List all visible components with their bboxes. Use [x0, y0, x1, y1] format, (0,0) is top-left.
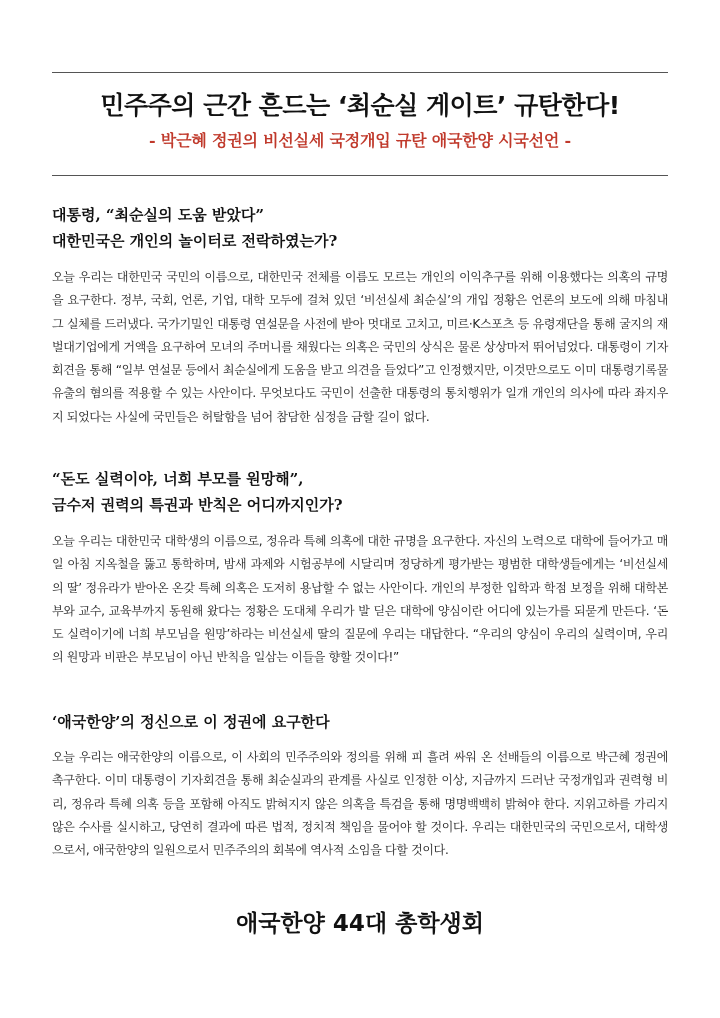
section-1-body: 오늘 우리는 대한민국 국민의 이름으로, 대한민국 전체를 이름도 모르는 개인의 이익추구를 위해 이용했다는 의혹의 규명을 요구한다. 정부, 국회, 언론, 기업, 대학 모두에 걸쳐 있던 ‘비선실세 최순실’의 개입 정황은 언론의 보도에 의해 마침내 그 실체를 드러냈다. 국가기밀인 대통령 연설문을 사전에 받아 멋대로 고치고, 미르·K스포츠 등 유령재단을 통해 굴지의 재벌대기업에게 거액을 요구하여 모녀의 주머니를 채웠다는 의혹은 국민의 상식은 물론 상상마저 뛰어넘었다. 대통령이 기자회견을 통해 “일부 연설문 등에서 최순실에게 도움을 받고 의견을 들었다”고 인정했지만, 이것만으로도 이미 대통령기록물 유출의 혐의를 적용할 수 있는 사안이다. 무엇보다도 국민이 선출한 대통령의 통치행위가 일개 개인의 의사에 따라 좌지우지 되었다는 사실에 국민들은 허탈함을 넘어 참담한 심정을 금할 길이 없다.: [52, 270, 668, 424]
section-heading-line: “돈도 실력이야, 너희 부모를 원망해”,: [52, 470, 304, 488]
section-1-heading: [52, 202, 668, 254]
section-3-body: 오늘 우리는 애국한양의 이름으로, 이 사회의 민주주의와 정의를 위해 피 흘려 싸워 온 선배들의 이름으로 박근혜 정권에 촉구한다. 이미 대통령이 기자회견을 통해 최순실과의 관계를 사실로 인정한 이상, 지금까지 드러난 국정개입과 권력형 비리, 정유라 특혜 의혹 등을 포함해 아직도 밝혀지지 않은 의혹을 특검을 통해 명명백백히 밝혀야 한다. 지위고하를 가리지 않은 수사를 실시하고, 당연히 결과에 따른 법적, 정치적 책임을 물어야 할 것이다. 우리는 대한민국의 국민으로서, 대학생으로서, 애국한양의 일원으로서 민주주의의 회복에 역사적 소임을 다할 것이다.: [52, 750, 668, 858]
signature: 애국한양 44대 총학생회: [236, 911, 484, 937]
header-divider: [52, 175, 668, 176]
document-title: 민주주의 근간 흔드는 ‘최순실 게이트’ 규탄한다!: [100, 91, 620, 120]
section-heading-line: 대한민국은 개인의 놀이터로 전락하였는가?: [52, 232, 338, 250]
section-heading-line: 금수저 권력의 특권과 반칙은 어디까지인가?: [52, 496, 343, 514]
section-2-body: 오늘 우리는 대한민국 대학생의 이름으로, 정유라 특혜 의혹에 대한 규명을 요구한다. 자신의 노력으로 대학에 들어가고 매일 아침 지옥철을 뚫고 통학하며, 밤새 과제와 시험공부에 시달리며 정당하게 평가받는 평범한 대학생들에게는 ‘비선실세의 딸’ 정유라가 받아온 온갖 특혜 의혹은 도저히 용납할 수 없는 사안이다. 개인의 부정한 입학과 학점 보정을 위해 대학본부와 교수, 교육부까지 동원해 왔다는 정황은 도대체 우리가 발 딛은 대학에 양심이란 어디에 있는가를 되묻게 만든다. ‘돈도 실력이기에 너희 부모님을 원망’하라는 비선실세 딸의 질문에 우리는 대답한다. “우리의 양심이 우리의 실력이며, 우리의 원망과 비판은 부모님이 아닌 반칙을 일삼는 이들을 향할 것이다!”: [52, 534, 668, 665]
document-subtitle: - 박근혜 정권의 비선실세 국정개입 규탄 애국한양 시국선언 -: [149, 131, 571, 150]
section-3-heading: [52, 709, 668, 735]
top-divider: [52, 72, 668, 73]
section-heading-line: ‘애국한양’의 정신으로 이 정권에 요구한다: [52, 713, 330, 731]
section-heading-line: 대통령, “최순실의 도움 받았다”: [52, 206, 265, 224]
section-2-heading: [52, 466, 668, 518]
